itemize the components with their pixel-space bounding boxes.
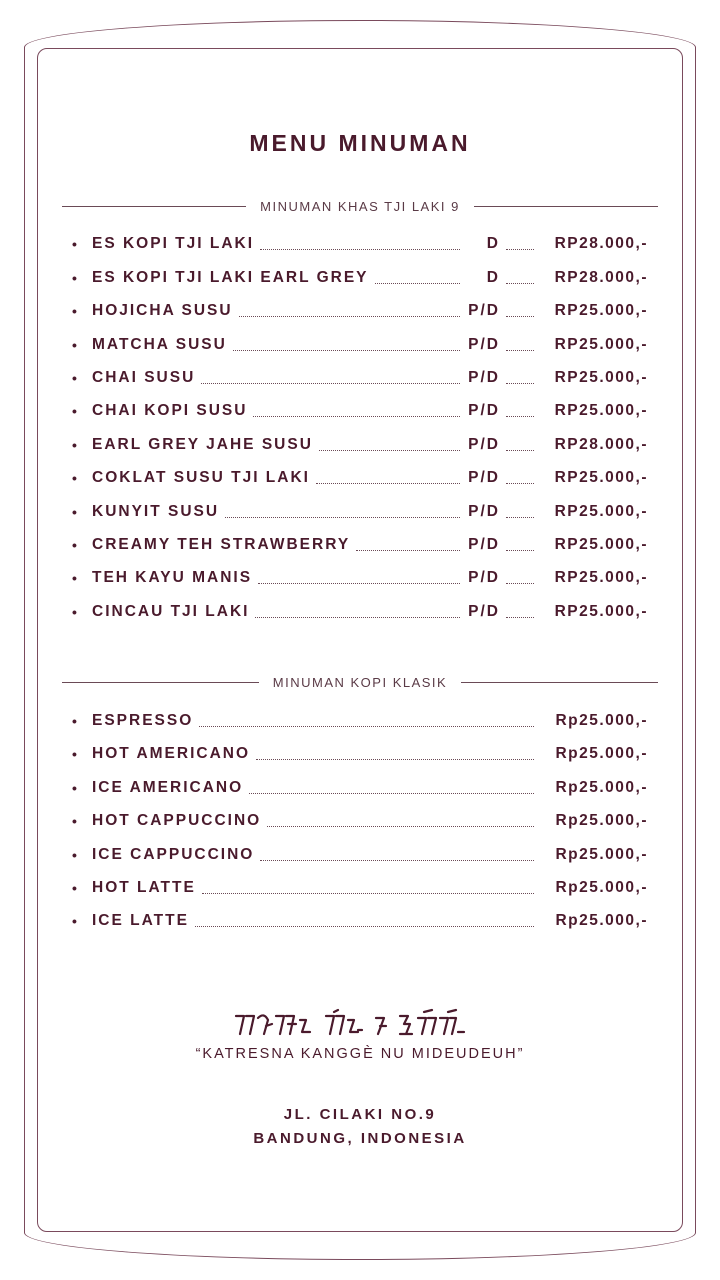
dot-leader — [258, 583, 460, 584]
item-price: RP25.000,- — [554, 402, 648, 419]
bullet: • — [72, 504, 79, 520]
item-size: D — [486, 235, 500, 252]
item-name: CREAMY TEH STRAWBERRY — [92, 536, 351, 553]
item-name: ESPRESSO — [92, 712, 194, 729]
dot-leader — [506, 416, 534, 417]
dot-leader — [316, 483, 460, 484]
bullet: • — [72, 470, 79, 486]
dot-leader — [319, 450, 460, 451]
item-name: KUNYIT SUSU — [92, 503, 220, 520]
divider — [62, 206, 246, 207]
bullet: • — [72, 303, 79, 319]
item-price: RP25.000,- — [554, 336, 648, 353]
menu-item — [72, 743, 648, 765]
bullet: • — [72, 847, 79, 863]
item-name: ES KOPI TJI LAKI EARL GREY — [92, 269, 369, 286]
menu-item — [72, 567, 648, 589]
menu-item — [72, 367, 648, 389]
bullet: • — [72, 403, 79, 419]
dot-leader — [506, 283, 534, 284]
item-size: P/D — [468, 503, 500, 520]
bullet: • — [72, 780, 79, 796]
dot-leader — [506, 617, 534, 618]
menu-item — [72, 710, 648, 732]
dot-leader — [506, 517, 534, 518]
item-name: MATCHA SUSU — [92, 336, 227, 353]
menu-item — [72, 777, 648, 799]
dot-leader — [506, 383, 534, 384]
item-size: P/D — [468, 302, 500, 319]
item-name: CHAI SUSU — [92, 369, 196, 386]
menu-item — [72, 233, 648, 255]
item-size: P/D — [468, 369, 500, 386]
sundanese-script-icon — [230, 1008, 490, 1042]
dot-leader — [255, 617, 460, 618]
item-size: P/D — [468, 469, 500, 486]
bullet: • — [72, 437, 79, 453]
dot-leader — [506, 483, 534, 484]
item-price: RP25.000,- — [554, 369, 648, 386]
tagline: “KATRESNA KANGGÈ NU MIDEUDEUH” — [195, 1046, 525, 1062]
dot-leader — [199, 726, 534, 727]
menu-item — [72, 334, 648, 356]
menu-item — [72, 810, 648, 832]
item-price: RP25.000,- — [554, 302, 648, 319]
dot-leader — [195, 926, 534, 927]
bullet: • — [72, 880, 79, 896]
menu-item — [72, 300, 648, 322]
dot-leader — [225, 517, 460, 518]
bullet: • — [72, 236, 79, 252]
item-name: HOT CAPPUCCINO — [92, 812, 262, 829]
menu-item — [72, 910, 648, 932]
menu-item — [72, 434, 648, 456]
menu-item — [72, 400, 648, 422]
dot-leader — [506, 550, 534, 551]
dot-leader — [506, 450, 534, 451]
item-name: HOT LATTE — [92, 879, 196, 896]
dot-leader — [267, 826, 534, 827]
dot-leader — [233, 350, 460, 351]
item-price: Rp25.000,- — [555, 779, 648, 796]
item-price: Rp25.000,- — [555, 846, 648, 863]
dot-leader — [506, 583, 534, 584]
menu-item — [72, 877, 648, 899]
item-name: ICE AMERICANO — [92, 779, 244, 796]
item-name: ES KOPI TJI LAKI — [92, 235, 255, 252]
divider — [461, 682, 658, 683]
bullet: • — [72, 813, 79, 829]
item-price: RP28.000,- — [554, 269, 648, 286]
page-title: MENU MINUMAN — [249, 130, 471, 156]
menu-item — [72, 534, 648, 556]
item-size: P/D — [468, 436, 500, 453]
menu-item — [72, 844, 648, 866]
item-name: CINCAU TJI LAKI — [92, 603, 250, 620]
bullet: • — [72, 913, 79, 929]
item-name: CHAI KOPI SUSU — [92, 402, 248, 419]
menu-item — [72, 267, 648, 289]
item-name: ICE LATTE — [92, 912, 189, 929]
bullet: • — [72, 746, 79, 762]
item-name: HOJICHA SUSU — [92, 302, 233, 319]
item-size: D — [486, 269, 500, 286]
item-size: P/D — [468, 402, 500, 419]
address-line-city: BANDUNG, INDONESIA — [253, 1130, 467, 1147]
address-line-street: JL. CILAKI NO.9 — [283, 1106, 437, 1123]
dot-leader — [256, 759, 534, 760]
bullet: • — [72, 370, 79, 386]
item-name: EARL GREY JAHE SUSU — [92, 436, 313, 453]
item-name: HOT AMERICANO — [92, 745, 251, 762]
divider — [62, 682, 259, 683]
bullet: • — [72, 337, 79, 353]
item-price: RP28.000,- — [554, 235, 648, 252]
dot-leader — [201, 383, 460, 384]
item-price: RP28.000,- — [554, 436, 648, 453]
item-size: P/D — [468, 603, 500, 620]
item-price: RP25.000,- — [554, 469, 648, 486]
menu-item — [72, 601, 648, 623]
item-price: RP25.000,- — [554, 536, 648, 553]
section-header-klasik — [62, 672, 658, 692]
dot-leader — [249, 793, 534, 794]
bullet: • — [72, 713, 79, 729]
item-name: ICE CAPPUCCINO — [92, 846, 255, 863]
bullet: • — [72, 270, 79, 286]
section-label: MINUMAN KHAS TJI LAKI 9 — [260, 198, 460, 214]
item-price: Rp25.000,- — [555, 912, 648, 929]
dot-leader — [506, 350, 534, 351]
menu-item — [72, 501, 648, 523]
bullet: • — [72, 537, 79, 553]
item-price: RP25.000,- — [554, 569, 648, 586]
item-price: RP25.000,- — [554, 503, 648, 520]
item-price: Rp25.000,- — [555, 879, 648, 896]
dot-leader — [202, 893, 534, 894]
item-size: P/D — [468, 569, 500, 586]
dot-leader — [375, 283, 460, 284]
bullet: • — [72, 570, 79, 586]
item-price: Rp25.000,- — [555, 812, 648, 829]
divider — [474, 206, 658, 207]
dot-leader — [260, 249, 460, 250]
item-price: Rp25.000,- — [555, 712, 648, 729]
dot-leader — [356, 550, 460, 551]
menu-item — [72, 467, 648, 489]
section-header-khas — [62, 196, 658, 216]
dot-leader — [506, 316, 534, 317]
dot-leader — [239, 316, 460, 317]
item-name: TEH KAYU MANIS — [92, 569, 253, 586]
dot-leader — [506, 249, 534, 250]
dot-leader — [253, 416, 460, 417]
item-price: Rp25.000,- — [555, 745, 648, 762]
item-name: COKLAT SUSU TJI LAKI — [92, 469, 310, 486]
item-size: P/D — [468, 336, 500, 353]
item-size: P/D — [468, 536, 500, 553]
dot-leader — [260, 860, 534, 861]
bullet: • — [72, 604, 79, 620]
section-label: MINUMAN KOPI KLASIK — [272, 674, 448, 690]
sundanese-script-icon — [0, 1008, 720, 1047]
item-price: RP25.000,- — [554, 603, 648, 620]
